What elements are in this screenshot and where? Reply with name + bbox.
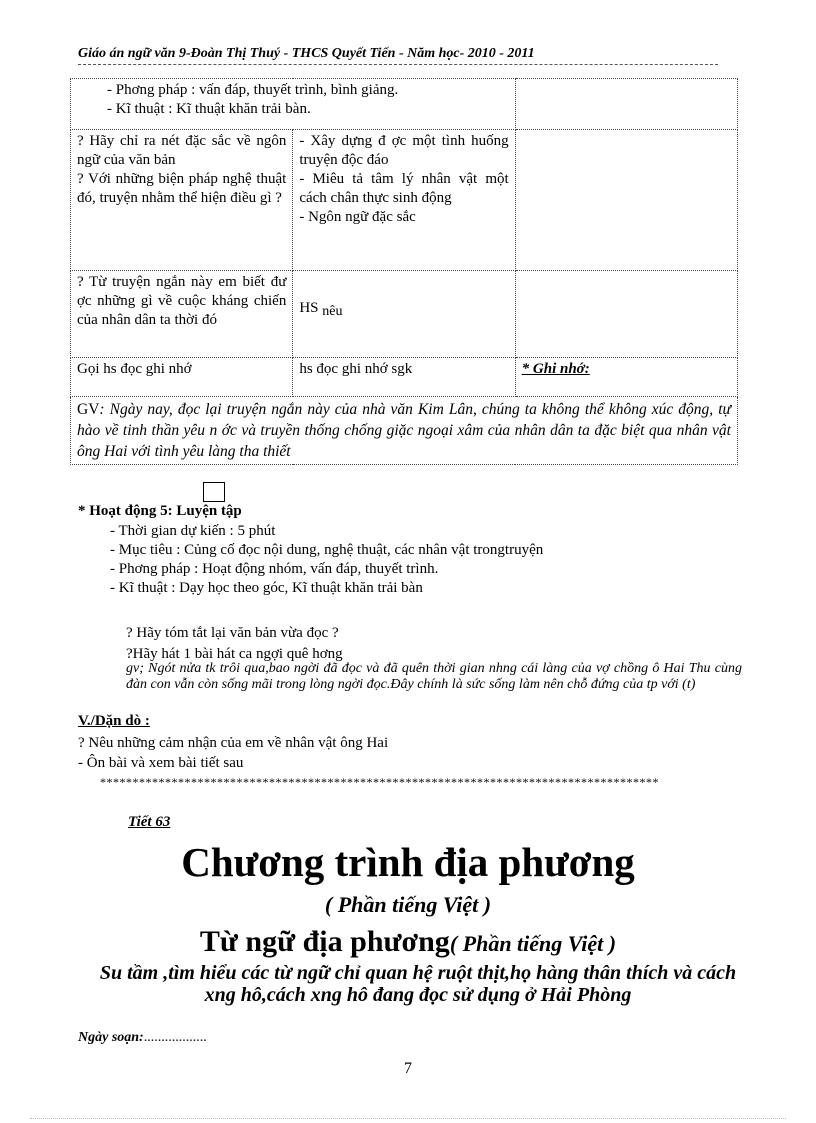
answer-prefix: HS [299, 300, 319, 316]
question-cell: ? Hãy chỉ ra nét đặc sắc về ngôn ngữ của văn bản ? Với những biện pháp nghệ thuật đó, truyện nhằm thể hiện điều gì ? [71, 130, 293, 271]
method-list [77, 81, 509, 119]
activity5-title: * Hoạt động 5: Luyện tập [78, 503, 242, 519]
page-header: Giáo án ngữ văn 9-Đoàn Thị Thuý - THCS Quyết Tiến - Năm học- 2010 - 2011 [78, 46, 718, 65]
lesson-title: Chương trình địa phương [181, 839, 635, 885]
list-item: - Kĩ thuật : Dạy học theo góc, Kĩ thuật khăn trải bàn [110, 579, 770, 598]
dando-item: ? Nêu những cảm nhận của em về nhân vật ông Hai [78, 735, 389, 751]
note-cell [515, 130, 737, 271]
page-number: 7 [404, 1060, 412, 1077]
list-item: - Kĩ thuật : Kĩ thuật khăn trải bàn. [107, 100, 509, 119]
answer-suffix: nêu [322, 304, 343, 319]
table-cell [515, 79, 737, 130]
question-cell: ? Từ truyện ngắn này em biết đư ợc những gì về cuộc kháng chiến của nhân dân ta thời đó [71, 271, 293, 358]
lesson-number: Tiết 63 [128, 814, 171, 830]
ngay-soan-label: Ngày soạn: [78, 1030, 144, 1045]
list-item: - Phơng pháp : vấn đáp, thuyết trình, bình giảng. [107, 81, 509, 100]
answer-cell: - Xây dựng đ ợc một tình huống truyện độc đáo - Miêu tả tâm lý nhân vật một cách chân thực sinh động - Ngôn ngữ đặc sắc [293, 130, 515, 271]
question-summarize: ? Hãy tóm tắt lại văn bản vừa đọc ? [126, 625, 339, 641]
table-row [71, 358, 738, 397]
lesson-task: Su tầm ,tìm hiểu các từ ngữ chỉ quan hệ ruột thịt,họ hàng thân thích và cách xng hô,cách xng hô đang đọc sử dụng ở Hải Phòng [99, 962, 737, 1006]
title2-main: Từ ngữ địa phương [199, 925, 450, 958]
page-bottom-rule [30, 1118, 786, 1119]
answer-cell: hs đọc ghi nhớ sgk [293, 358, 515, 397]
gv-note: gv; Ngót nửa tk trôi qua,bao ngời đã đọc và đã quên thời gian nhng cái làng của vợ chồng ô Hai Thu cùng đàn con vẫn còn sống mãi trong lòng ngời đọc.Đây chính là sức sống làm nên chỗ đứng của tp với (t) [126, 661, 742, 692]
note-cell [515, 271, 737, 358]
dando-item: - Ôn bài và xem bài tiết sau [78, 755, 244, 771]
lesson-table [70, 78, 738, 465]
table-row [71, 397, 738, 465]
table-row [71, 130, 738, 271]
answer-cell [293, 271, 515, 358]
lesson-subtitle: ( Phần tiếng Việt ) [324, 892, 492, 917]
list-item: - Mục tiêu : Củng cố đọc nội dung, nghệ thuật, các nhân vật trongtruyện [110, 541, 770, 560]
list-item: - Thời gian dự kiến : 5 phút [110, 522, 770, 541]
gv-comment [71, 397, 738, 465]
ghi-nho-label: * Ghi nhớ: [515, 358, 737, 397]
list-item: - Phơng pháp : Hoạt động nhóm, vấn đáp, thuyết trình. [110, 560, 770, 579]
lesson-title-2 [0, 922, 816, 964]
divider: ************************************************************************************** [100, 775, 659, 789]
gv-label: GV [77, 401, 100, 418]
gv-text: : Ngày nay, đọc lại truyện ngắn này của nhà văn Kim Lân, chúng ta không thể không xúc động, tự hào về tinh thần yêu n ớc và truyền thống chống giặc ngoại xâm của nhân dân ta đặc biệt qua nhân vật ông Hai với tình yêu làng tha thiết [77, 401, 731, 460]
question-cell: Gọi hs đọc ghi nhớ [71, 358, 293, 397]
table-cell [71, 79, 516, 130]
ngay-soan [78, 1030, 207, 1046]
title2-sub: ( Phần tiếng Việt ) [449, 931, 617, 956]
dando-title: V./Dặn dò : [78, 713, 150, 729]
question-sing: ?Hãy hát 1 bài hát ca ngợi quê hơng [126, 646, 343, 662]
table-row [71, 271, 738, 358]
ngay-soan-value: .................. [143, 1030, 207, 1045]
activity5-list [80, 522, 770, 598]
empty-box [203, 482, 225, 502]
table-row [71, 79, 738, 130]
